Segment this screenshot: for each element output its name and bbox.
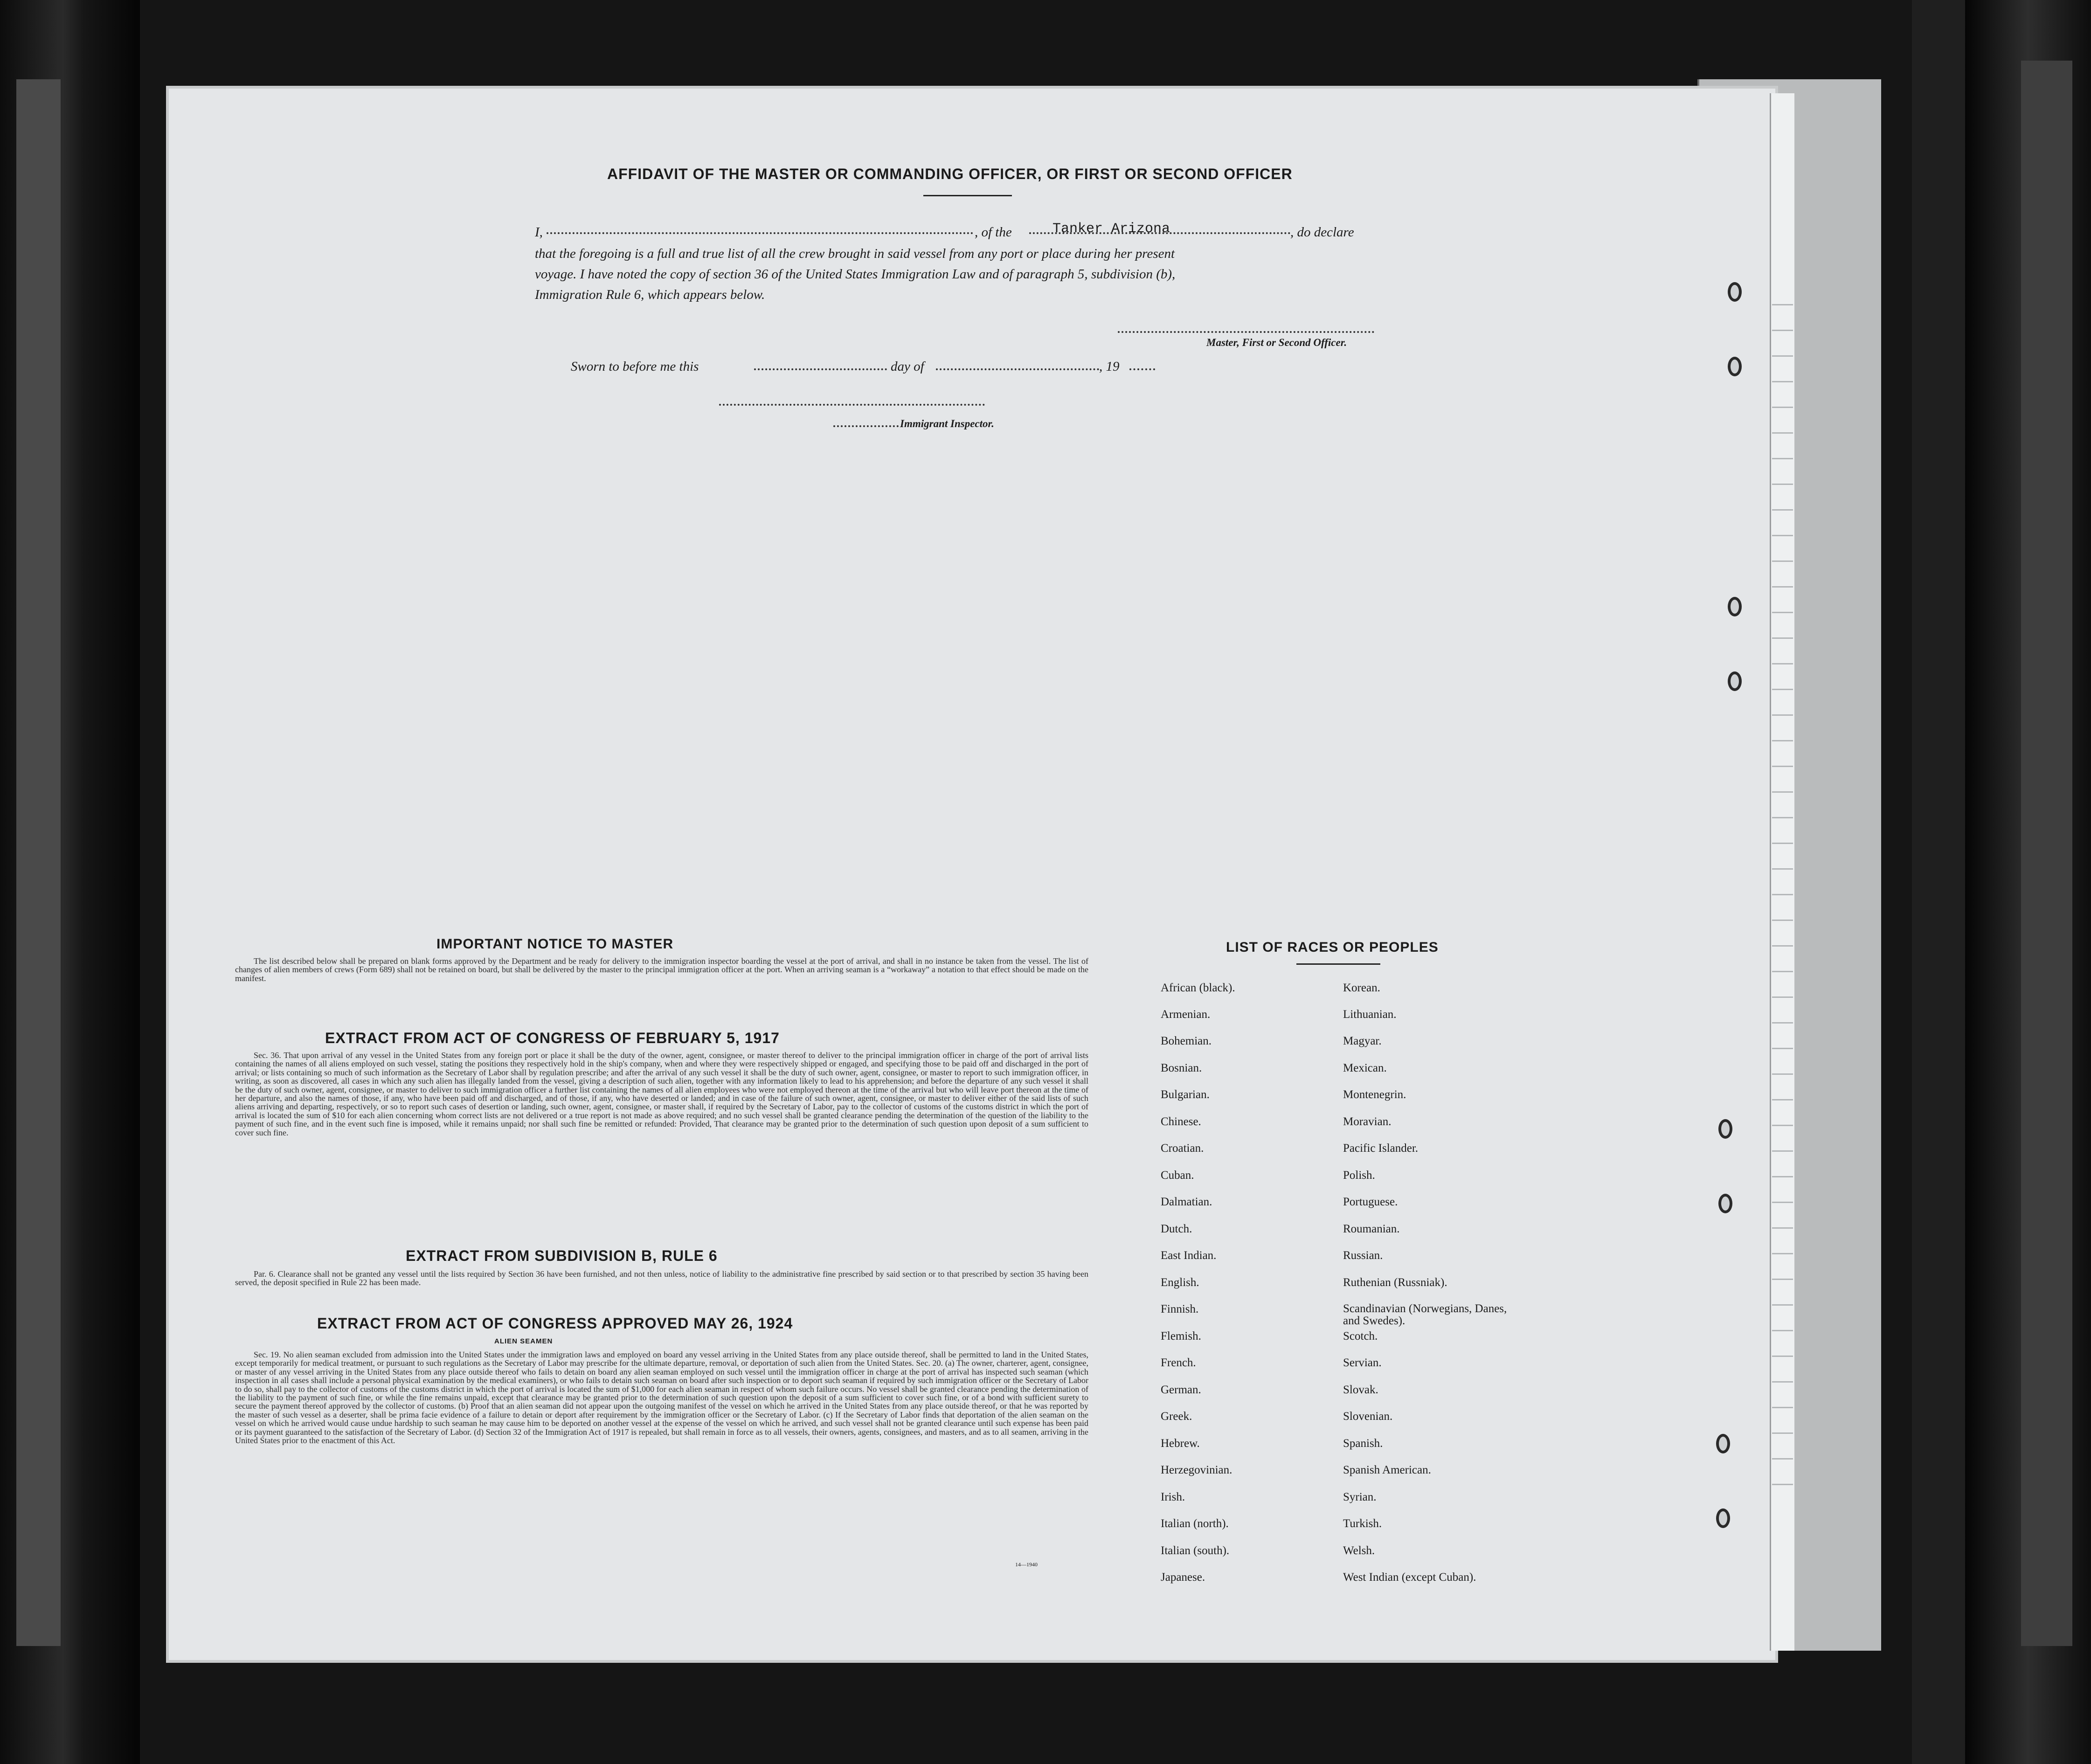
race-item: Slovenian.	[1343, 1410, 1393, 1423]
race-item: Lithuanian.	[1343, 1008, 1397, 1021]
extract-1924-title: EXTRACT FROM ACT OF CONGRESS APPROVED MAY 26, 1924	[317, 1315, 793, 1332]
race-item: Polish.	[1343, 1169, 1375, 1182]
race-item: Chinese.	[1161, 1115, 1201, 1128]
races-title-rule	[1296, 963, 1380, 965]
film-strip-gap	[1912, 0, 1973, 1764]
extract-rule6-body: Par. 6. Clearance shall not be granted any vessel until the lists required by Section 36 have been furnished, and not then unless, notice of liability to the administrative fine prescribed by said section or to that prescribed by section 35 having been served, the deposit specified in Rule 22 has been made.	[235, 1269, 1088, 1287]
race-item: English.	[1161, 1276, 1199, 1289]
race-item: African (black).	[1161, 982, 1235, 994]
margin-ruling	[1772, 280, 1793, 1492]
race-item: Dalmatian.	[1161, 1196, 1212, 1208]
affidavit-title: AFFIDAVIT OF THE MASTER OR COMMANDING OFFICER, OR FIRST OR SECOND OFFICER	[607, 166, 1293, 182]
name-blank[interactable]	[547, 232, 973, 234]
race-item: Korean.	[1343, 982, 1380, 994]
sworn-label: Sworn to before me this	[571, 359, 699, 374]
race-item: Pacific Islander.	[1343, 1142, 1419, 1155]
punch-hole	[1716, 1508, 1730, 1528]
sworn-month-blank[interactable]	[936, 368, 1099, 370]
punch-hole	[1728, 282, 1742, 302]
punch-hole	[1728, 671, 1742, 691]
races-title: LIST OF RACES OR PEOPLES	[1226, 940, 1439, 955]
inspector-label: Immigrant Inspector.	[900, 418, 994, 429]
affidavit-i: I,	[535, 225, 543, 240]
day-of-label: day of	[891, 359, 924, 374]
race-item: Welsh.	[1343, 1544, 1375, 1557]
race-item: Flemish.	[1161, 1330, 1201, 1342]
race-item: Montenegrin.	[1343, 1088, 1406, 1101]
extract-1917-title: EXTRACT FROM ACT OF CONGRESS OF FEBRUARY 5, 1917	[325, 1030, 780, 1046]
race-item: Irish.	[1161, 1491, 1185, 1503]
affidavit-do-declare: , do declare	[1290, 225, 1354, 240]
race-item: Croatian.	[1161, 1142, 1204, 1155]
race-item: Syrian.	[1343, 1491, 1377, 1503]
notice-title: IMPORTANT NOTICE TO MASTER	[436, 936, 674, 952]
race-item: Scandinavian (Norwegians, Danes, and Swedes).	[1343, 1302, 1507, 1327]
race-item: Mexican.	[1343, 1062, 1387, 1074]
film-strip-left	[16, 79, 61, 1646]
race-item: Servian.	[1343, 1356, 1382, 1369]
film-strip-right	[2021, 61, 2072, 1646]
race-item: Herzegovinian.	[1161, 1464, 1232, 1476]
affidavit-of-the: , of the	[975, 225, 1012, 240]
race-item: Greek.	[1161, 1410, 1192, 1423]
vessel-name: Tanker Arizona	[1052, 221, 1170, 237]
race-item: Slovak.	[1343, 1384, 1378, 1396]
inspector-signature-blank[interactable]	[719, 404, 985, 406]
form-number: 14—1940	[1015, 1561, 1038, 1568]
inspector-lead-dots	[833, 425, 899, 427]
race-item: Magyar.	[1343, 1035, 1382, 1047]
extract-rule6-title: EXTRACT FROM SUBDIVISION B, RULE 6	[406, 1247, 718, 1264]
race-item: Bulgarian.	[1161, 1088, 1210, 1101]
race-item: French.	[1161, 1356, 1196, 1369]
race-item: Italian (south).	[1161, 1544, 1230, 1557]
master-signature-blank[interactable]	[1118, 331, 1374, 333]
punch-hole	[1728, 597, 1742, 616]
affidavit-line-2: that the foregoing is a full and true list of all the crew brought in said vessel from any port or place during her present	[535, 246, 1175, 261]
affidavit-line-4: Immigration Rule 6, which appears below.	[535, 287, 765, 302]
year-label: , 19	[1099, 359, 1120, 374]
race-item: West Indian (except Cuban).	[1343, 1571, 1476, 1584]
form-page	[169, 89, 1775, 1660]
race-item: Turkish.	[1343, 1517, 1382, 1530]
race-item: Spanish American.	[1343, 1464, 1431, 1476]
notice-body: The list described below shall be prepared on blank forms approved by the Department and be ready for delivery to the immigration inspector boarding the vessel at the port of arrival, and shall in no instance be taken from the vessel. The list of changes of alien members of crews (Form 689) shall not be retained on board, but shall be delivered by the master to the principal immigration officer at the port. When an arriving seaman is a “workaway” a notation to that effect should be made on the manifest.	[235, 956, 1088, 983]
punch-hole	[1718, 1194, 1732, 1213]
race-item: East Indian.	[1161, 1249, 1217, 1262]
race-item: Bohemian.	[1161, 1035, 1212, 1047]
race-item: Roumanian.	[1343, 1223, 1400, 1235]
race-item: Ruthenian (Russniak).	[1343, 1276, 1447, 1289]
title-rule	[923, 195, 1012, 196]
race-item: Italian (north).	[1161, 1517, 1229, 1530]
punch-hole	[1728, 357, 1742, 376]
extract-1924-body: Sec. 19. No alien seaman excluded from admission into the United States under the immigration laws and employed on board any vessel arriving in the United States from any place outside thereof, shall be permitted to land in the United States, except temporarily for medical treatment, or pursuant to such regulations as the Secretary of Labor may prescribe for the ultimate departure, removal, or deportation of such alien from the United States. Sec. 20. (a) The owner, charterer, agent, consignee, or master of any vessel arriving in the United States from any place outside thereof who fails to detain on board any alien seaman employed on such vessel until the immigration officer in charge at the port of arrival has inspected such seaman (which inspection in all cases shall include a personal physical examination by the medical examiners), or who fails to detain such seaman on board after such inspection or to deport such seaman if required by such immigration officer or the Secretary of Labor to do so, shall pay to the collector of customs of the customs district in which the port of arrival is located the sum of $1,000 for each alien seaman in respect of whom such failure occurs. No vessel shall be granted clearance pending the determination of the liability to the payment of such fine, or while the fine remains unpaid, except that clearance may be granted prior to the determination of such question upon the deposit of a sum sufficient to cover such fine, or of a bond with sufficient surety to secure the payment thereof approved by the collector of customs. (b) Proof that an alien seaman did not appear upon the outgoing manifest of the vessel on which he arrived in the United States from any place outside thereof, or that he was reported by the master of such vessel as a deserter, shall be prima facie evidence of a failure to detain or deport after requirement by the immigration officer or the Secretary of Labor. (c) If the Secretary of Labor finds that deportation of the alien seaman on the vessel on which he arrived would cause undue hardship to such seaman he may cause him to be deported on another vessel at the expense of the vessel on which he arrived, and such vessel shall not be granted clearance until such expense has been paid or its payment guaranteed to the satisfaction of the Secretary of Labor. (d) Section 32 of the Immigration Act of 1917 is repealed, but shall remain in force as to all vessels, their owners, agents, consignees, and masters, and as to all seamen, arriving in the United States prior to the enactment of this Act.	[235, 1350, 1088, 1446]
sworn-day-blank[interactable]	[754, 368, 887, 370]
sworn-year-blank[interactable]	[1129, 368, 1155, 370]
race-item: Finnish.	[1161, 1303, 1199, 1315]
affidavit-line-3: voyage. I have noted the copy of section 36 of the United States Immigration Law and of paragraph 5, subdivision (b),	[535, 267, 1176, 282]
punch-hole	[1716, 1434, 1730, 1453]
race-item: Portuguese.	[1343, 1196, 1398, 1208]
master-label: Master, First or Second Officer.	[1206, 337, 1347, 348]
extract-1917-body: Sec. 36. That upon arrival of any vessel in the United States from any foreign port or place it shall be the duty of the owner, agent, consignee, or master thereof to deliver to the principal immigration officer in charge of the port of arrival lists containing the names of all aliens employed on such vessel, stating the positions they respectively hold in the ship's company, when and where they were respectively shipped or engaged, and specifying those to be paid off and discharged in the port of arrival; or lists containing so much of such information as the Secretary of Labor shall by regulation prescribe; and after the arrival of any such vessel it shall be the duty of such owner, agent, consignee, or master to report to such immigration officer, in writing, as soon as discovered, all cases in which any such alien has illegally landed from the vessel, giving a description of such alien, together with any information likely to lead to his apprehension; and before the departure of any such vessel it shall be the duty of such owner, agent, consignee, or master to deliver to such immigration officer a further list containing the names of all alien employees who were not employed thereon at the time of the arrival but who will leave port thereon at the time of her departure, and also the names of those, if any, who have been paid off and discharged, and of those, if any, who have deserted or landed; and in case of the failure of such owner, agent, consignee, or master to deliver either of the said lists of such aliens arriving and departing, respectively, or so to report such cases of desertion or landing, such owner, agent, consignee, or master shall, if required by the Secretary of Labor, pay to the collector of customs of the customs district in which the port of arrival is located the sum of $10 for each alien concerning whom correct lists are not delivered or a true report is not made as above required; and no such vessel shall be granted clearance pending the determination of the question of the liability to the payment of such fine, and in the event such fine is imposed, while it remains unpaid; nor shall such fine be remitted or refunded: Provided, That clearance may be granted prior to the determination of such question upon deposit of a sum sufficient to cover such fine.	[235, 1051, 1088, 1137]
race-item: Hebrew.	[1161, 1437, 1200, 1450]
race-item: German.	[1161, 1384, 1201, 1396]
race-item: Cuban.	[1161, 1169, 1194, 1182]
punch-hole	[1718, 1119, 1732, 1139]
race-item: Moravian.	[1343, 1115, 1392, 1128]
race-item: Scotch.	[1343, 1330, 1378, 1342]
race-item: Dutch.	[1161, 1223, 1192, 1235]
alien-seamen-subtitle: ALIEN SEAMEN	[494, 1337, 553, 1345]
race-item: Armenian.	[1161, 1008, 1211, 1021]
vessel-blank	[1029, 232, 1290, 234]
race-item: Japanese.	[1161, 1571, 1205, 1584]
race-item: Bosnian.	[1161, 1062, 1202, 1074]
race-item: Spanish.	[1343, 1437, 1383, 1450]
race-item: Russian.	[1343, 1249, 1383, 1262]
